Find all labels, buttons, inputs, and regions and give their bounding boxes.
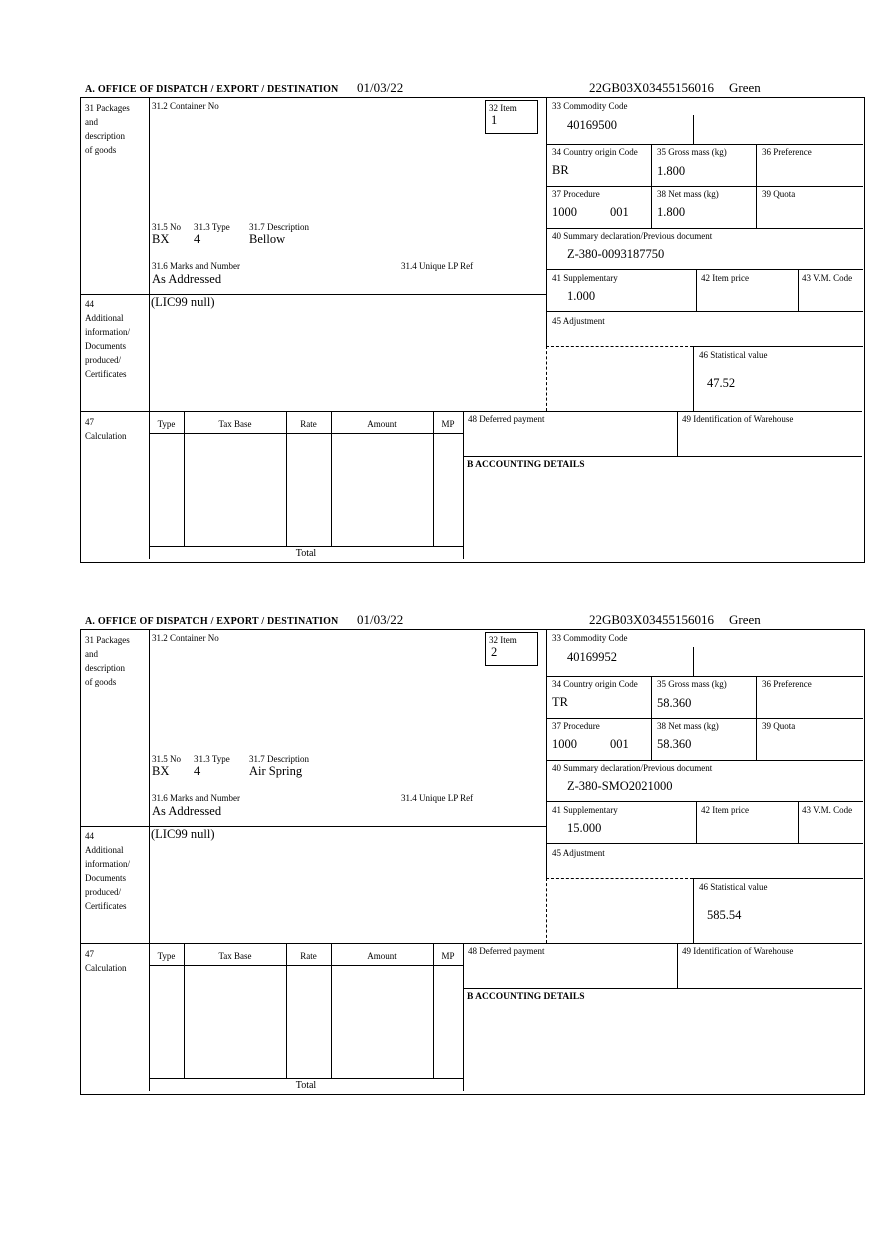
adjustment-label: 45 Adjustment [552, 316, 605, 326]
item-number-value: 1 [491, 113, 498, 127]
label-line: 44 [85, 299, 94, 309]
statistical-value-value: 585.54 [707, 908, 742, 922]
label-line: 44 [85, 831, 94, 841]
gross-mass-label: 35 Gross mass (kg) [657, 679, 727, 689]
packages-type-label: 31.3 Type [194, 222, 230, 232]
procedure-label: 37 Procedure [552, 189, 600, 199]
previous-document-value: Z-380-0093187750 [567, 247, 665, 261]
goods-description-value: Air Spring [249, 764, 303, 778]
office-of-dispatch-label: A. OFFICE OF DISPATCH / EXPORT / DESTINATION [85, 616, 339, 627]
total-label: Total [295, 548, 317, 559]
packages-description-label [85, 101, 130, 157]
border-line [184, 411, 185, 546]
statistical-value-label: 46 Statistical value [699, 350, 768, 360]
label-line: of goods [85, 677, 117, 687]
procedure-label: 37 Procedure [552, 721, 600, 731]
commodity-code-label: 33 Commodity Code [552, 101, 628, 111]
item-number-value: 2 [491, 645, 498, 659]
border-line [149, 1078, 463, 1079]
label-line: information/ [85, 327, 130, 337]
border-line [81, 411, 862, 412]
label-line: Documents [85, 873, 126, 883]
deferred-payment-label: 48 Deferred payment [468, 414, 545, 424]
net-mass-label: 38 Net mass (kg) [657, 189, 719, 199]
border-line [546, 98, 547, 346]
calculation-label [85, 947, 127, 975]
supplementary-value: 15.000 [567, 821, 602, 835]
tax-rate-header: Rate [300, 419, 317, 429]
country-origin-value: BR [552, 163, 569, 177]
statistical-value-value: 47.52 [707, 376, 736, 390]
declaration-date: 01/03/22 [357, 80, 404, 95]
label-line: description [85, 663, 125, 673]
packages-no-label: 31.5 No [152, 754, 181, 764]
additional-info-label [85, 297, 130, 381]
label-line: 47 [85, 949, 94, 959]
additional-info-label [85, 829, 130, 913]
tax-mp-header: MP [441, 951, 455, 961]
office-of-dispatch-label: A. OFFICE OF DISPATCH / EXPORT / DESTINATION [85, 84, 339, 95]
procedure-value-2: 001 [610, 205, 629, 219]
item-form-box [80, 97, 865, 563]
additional-info-value: (LIC99 null) [151, 295, 215, 309]
border-line [546, 878, 547, 943]
procedure-value-2: 001 [610, 737, 629, 751]
label-line: produced/ [85, 887, 121, 897]
border-line [546, 144, 863, 145]
declaration-item-section-2 [0, 610, 882, 1094]
label-line: of goods [85, 145, 117, 155]
net-mass-label: 38 Net mass (kg) [657, 721, 719, 731]
calculation-label [85, 415, 127, 443]
previous-document-value: Z-380-SMO2021000 [567, 779, 673, 793]
border-line [693, 346, 694, 411]
packages-no-value: BX [152, 232, 170, 246]
item-number-label: 32 Item [489, 635, 517, 645]
commodity-code-label: 33 Commodity Code [552, 633, 628, 643]
supplementary-label: 41 Supplementary [552, 805, 618, 815]
packages-type-label: 31.3 Type [194, 754, 230, 764]
gross-mass-value: 58.360 [657, 696, 692, 710]
item-number-box [485, 632, 538, 666]
supplementary-label: 41 Supplementary [552, 273, 618, 283]
item-number-box [485, 100, 538, 134]
country-origin-label: 34 Country origin Code [552, 679, 638, 689]
border-line [149, 546, 463, 547]
packages-no-label: 31.5 No [152, 222, 181, 232]
label-line: and [85, 649, 98, 659]
tax-base-header: Tax Base [218, 419, 252, 429]
label-line: Documents [85, 341, 126, 351]
border-line [677, 411, 678, 456]
border-line [546, 269, 863, 270]
route-indicator: Green [729, 80, 761, 95]
label-line: 31 Packages [85, 635, 130, 645]
label-line: produced/ [85, 355, 121, 365]
tax-amount-header: Amount [367, 951, 397, 961]
label-line: 47 [85, 417, 94, 427]
quota-label: 39 Quota [762, 189, 796, 199]
additional-info-value: (LIC99 null) [151, 827, 215, 841]
marks-label: 31.6 Marks and Number [152, 793, 240, 803]
border-line [546, 346, 547, 411]
vm-code-label: 43 V.M. Code [802, 805, 853, 815]
declaration-date: 01/03/22 [357, 612, 404, 627]
border-line [433, 943, 434, 1078]
border-line [463, 943, 464, 1091]
declaration-reference: 22GB03X03455156016 [589, 612, 714, 627]
border-line [546, 228, 863, 229]
border-line [546, 676, 863, 677]
supplementary-value: 1.000 [567, 289, 596, 303]
container-no-label: 31.2 Container No [152, 101, 219, 111]
border-line [433, 411, 434, 546]
commodity-code-value: 40169952 [567, 650, 617, 664]
border-line [798, 269, 799, 311]
border-line [677, 943, 678, 988]
declaration-reference: 22GB03X03455156016 [589, 80, 714, 95]
border-line [696, 269, 697, 311]
packages-type-value: 4 [194, 764, 201, 778]
gross-mass-value: 1.800 [657, 164, 686, 178]
label-line: and [85, 117, 98, 127]
border-line [693, 647, 694, 676]
quota-label: 39 Quota [762, 721, 796, 731]
border-line [331, 943, 332, 1078]
border-line [546, 346, 693, 347]
gross-mass-label: 35 Gross mass (kg) [657, 147, 727, 157]
packages-type-value: 4 [194, 232, 201, 246]
border-line [149, 98, 150, 559]
label-line: information/ [85, 859, 130, 869]
label-line: Additional [85, 313, 124, 323]
border-line [546, 843, 863, 844]
deferred-payment-label: 48 Deferred payment [468, 946, 545, 956]
summary-declaration-label: 40 Summary declaration/Previous document [552, 763, 713, 773]
border-line [696, 801, 697, 843]
border-line [463, 988, 862, 989]
country-origin-value: TR [552, 695, 568, 709]
preference-label: 36 Preference [762, 147, 812, 157]
label-line: Calculation [85, 963, 127, 973]
tax-rate-header: Rate [300, 951, 317, 961]
item-price-label: 42 Item price [701, 273, 749, 283]
marks-value: As Addressed [152, 272, 222, 286]
procedure-value-1: 1000 [552, 205, 577, 219]
label-line: Certificates [85, 901, 127, 911]
preference-label: 36 Preference [762, 679, 812, 689]
border-line [286, 943, 287, 1078]
border-line [546, 186, 863, 187]
route-indicator: Green [729, 612, 761, 627]
tax-base-header: Tax Base [218, 951, 252, 961]
adjustment-label: 45 Adjustment [552, 848, 605, 858]
border-line [184, 943, 185, 1078]
packages-description-label [85, 633, 130, 689]
border-line [463, 411, 464, 559]
label-line: Additional [85, 845, 124, 855]
border-line [149, 630, 150, 1091]
border-line [546, 630, 547, 878]
marks-value: As Addressed [152, 804, 222, 818]
container-no-label: 31.2 Container No [152, 633, 219, 643]
border-line [331, 411, 332, 546]
country-origin-label: 34 Country origin Code [552, 147, 638, 157]
unique-lp-ref-label: 31.4 Unique LP Ref [401, 793, 474, 803]
unique-lp-ref-label: 31.4 Unique LP Ref [401, 261, 474, 271]
tax-type-header: Type [157, 419, 176, 429]
commodity-code-value: 40169500 [567, 118, 617, 132]
goods-description-label: 31.7 Description [249, 222, 309, 232]
border-line [81, 943, 862, 944]
goods-description-value: Bellow [249, 232, 286, 246]
statistical-value-label: 46 Statistical value [699, 882, 768, 892]
accounting-details-label: B ACCOUNTING DETAILS [467, 992, 585, 1002]
label-line: Certificates [85, 369, 127, 379]
tax-amount-header: Amount [367, 419, 397, 429]
marks-label: 31.6 Marks and Number [152, 261, 240, 271]
net-mass-value: 58.360 [657, 737, 692, 751]
vm-code-label: 43 V.M. Code [802, 273, 853, 283]
border-line [149, 433, 463, 434]
warehouse-id-label: 49 Identification of Warehouse [682, 414, 794, 424]
border-line [546, 760, 863, 761]
border-line [546, 311, 863, 312]
label-line: Calculation [85, 431, 127, 441]
border-line [693, 878, 694, 943]
border-line [149, 965, 463, 966]
item-price-label: 42 Item price [701, 805, 749, 815]
tax-type-header: Type [157, 951, 176, 961]
border-line [546, 718, 863, 719]
border-line [546, 801, 863, 802]
border-line [693, 878, 863, 879]
item-form-box [80, 629, 865, 1095]
label-line: description [85, 131, 125, 141]
accounting-details-label: B ACCOUNTING DETAILS [467, 460, 585, 470]
border-line [286, 411, 287, 546]
item-number-label: 32 Item [489, 103, 517, 113]
declaration-item-section-1 [0, 78, 882, 562]
total-label: Total [295, 1080, 317, 1091]
procedure-value-1: 1000 [552, 737, 577, 751]
border-line [798, 801, 799, 843]
tax-mp-header: MP [441, 419, 455, 429]
border-line [693, 346, 863, 347]
net-mass-value: 1.800 [657, 205, 686, 219]
border-line [693, 115, 694, 144]
warehouse-id-label: 49 Identification of Warehouse [682, 946, 794, 956]
goods-description-label: 31.7 Description [249, 754, 309, 764]
label-line: 31 Packages [85, 103, 130, 113]
packages-no-value: BX [152, 764, 170, 778]
border-line [546, 878, 693, 879]
border-line [463, 456, 862, 457]
summary-declaration-label: 40 Summary declaration/Previous document [552, 231, 713, 241]
